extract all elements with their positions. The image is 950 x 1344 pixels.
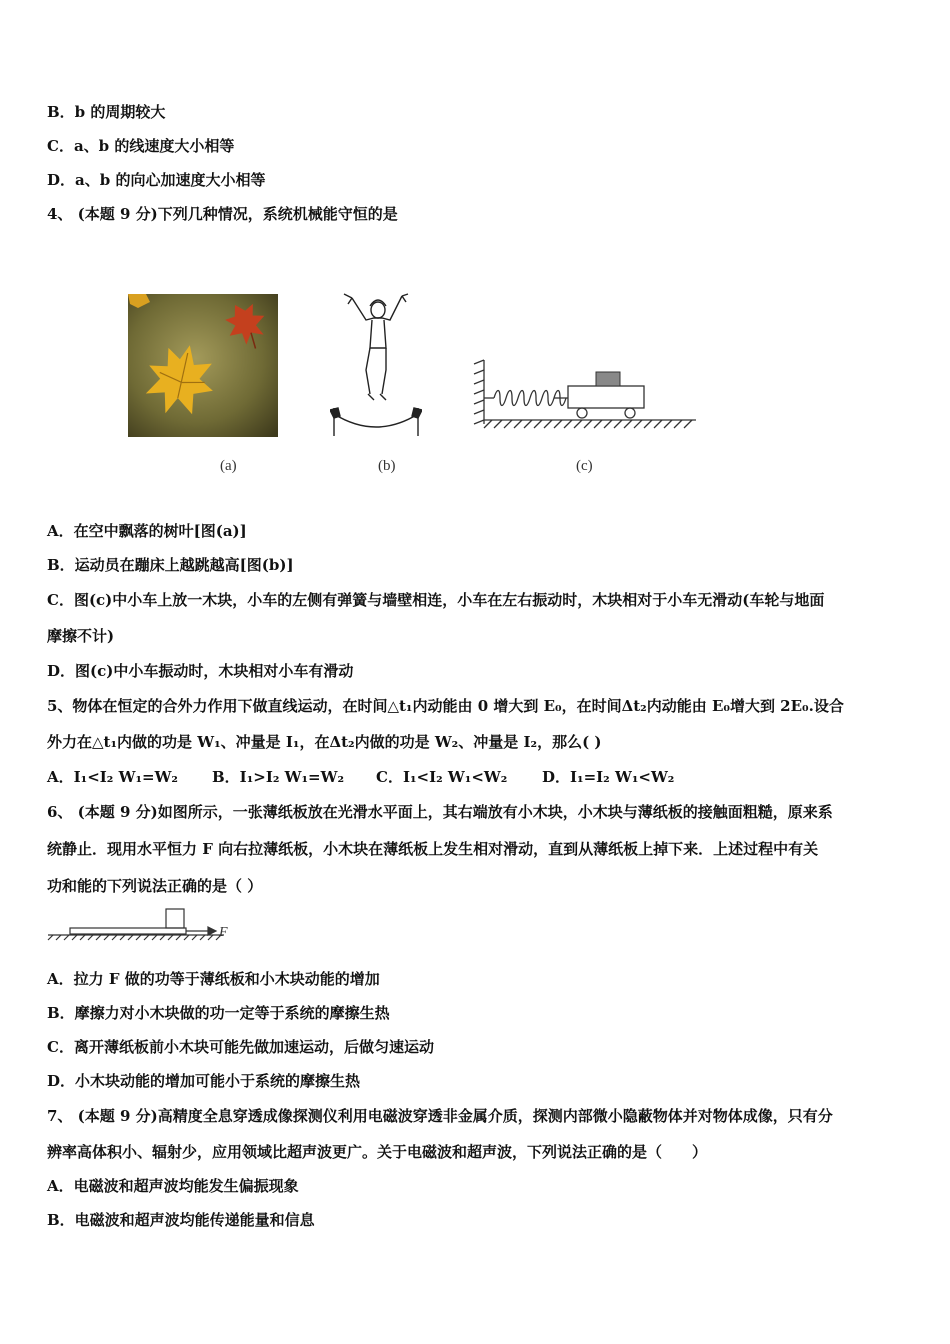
trampoline-figure xyxy=(330,290,422,440)
q4-option-b: B．运动员在蹦床上越跳越高[图(b)] xyxy=(47,556,294,574)
q3-option-b: B．b 的周期较大 xyxy=(47,103,166,121)
q4-option-a: A．在空中飘落的树叶[图(a)] xyxy=(47,522,247,540)
q6-stem-line1: 6、 (本题 9 分)如图所示，一张薄纸板放在光滑水平面上，其右端放有小木块，小木块与薄纸板的接触面粗糙，原来系 xyxy=(47,803,833,821)
q6-stem-line2: 统静止．现用水平恒力 F 向右拉薄纸板，小木块在薄纸板上发生相对滑动，直到从薄纸板上掉下来．上述过程中有关 xyxy=(47,840,819,858)
force-label: F xyxy=(219,925,228,940)
caption-a: (a) xyxy=(220,458,237,474)
q4-option-c-cont: 摩擦不计) xyxy=(47,627,115,645)
q6-option-c: C．离开薄纸板前小木块可能先做加速运动，后做匀速运动 xyxy=(47,1038,434,1056)
falling-leaves-figure xyxy=(128,294,278,437)
q4-stem: 4、 (本题 9 分)下列几种情况，系统机械能守恒的是 xyxy=(47,205,398,223)
q5-stem-line2: 外力在△t₁内做的功是 W₁、冲量是 I₁，在Δt₂内做的功是 W₂、冲量是 I₂，那么( ) xyxy=(47,733,602,751)
q3-option-c: C．a、b 的线速度大小相等 xyxy=(47,137,235,155)
q7-option-b: B．电磁波和超声波均能传递能量和信息 xyxy=(47,1211,315,1229)
q5-option-c: C．I₁<I₂ W₁<W₂ xyxy=(376,768,508,786)
q6-stem-line3: 功和能的下列说法正确的是（ ） xyxy=(47,877,263,895)
board-block-figure xyxy=(46,904,246,944)
caption-c: (c) xyxy=(576,458,593,474)
q3-option-d: D．a、b 的向心加速度大小相等 xyxy=(47,171,266,189)
q7-stem-line1: 7、 (本题 9 分)高精度全息穿透成像探测仪利用电磁波穿透非金属介质，探测内部微小隐蔽物体并对物体成像，只有分 xyxy=(47,1107,833,1125)
q4-option-d: D．图(c)中小车振动时，木块相对小车有滑动 xyxy=(47,662,354,680)
caption-b: (b) xyxy=(378,458,396,474)
q6-option-b: B．摩擦力对小木块做的功一定等于系统的摩擦生热 xyxy=(47,1004,390,1022)
q7-stem-line2: 辨率高体积小、辐射少，应用领域比超声波更广。关于电磁波和超声波，下列说法正确的是（ ） xyxy=(47,1143,708,1161)
q4-option-c: C．图(c)中小车上放一木块，小车的左侧有弹簧与墙壁相连，小车在左右振动时，木块相对于小车无滑动(车轮与地面 xyxy=(47,591,825,609)
q5-option-a: A．I₁<I₂ W₁=W₂ xyxy=(47,768,179,786)
q7-option-a: A．电磁波和超声波均能发生偏振现象 xyxy=(47,1177,299,1195)
q5-option-b: B．I₁>I₂ W₁=W₂ xyxy=(212,768,345,786)
q5-stem-line1: 5、物体在恒定的合外力作用下做直线运动，在时间△t₁内动能由 0 增大到 E₀，在时间Δt₂内动能由 E₀增大到 2E₀.设合 xyxy=(47,697,844,715)
q6-option-a: A．拉力 F 做的功等于薄纸板和小木块动能的增加 xyxy=(47,970,380,988)
q5-option-d: D．I₁=I₂ W₁<W₂ xyxy=(542,768,675,786)
spring-cart-figure xyxy=(470,354,700,434)
q6-option-d: D．小木块动能的增加可能小于系统的摩擦生热 xyxy=(47,1072,361,1090)
